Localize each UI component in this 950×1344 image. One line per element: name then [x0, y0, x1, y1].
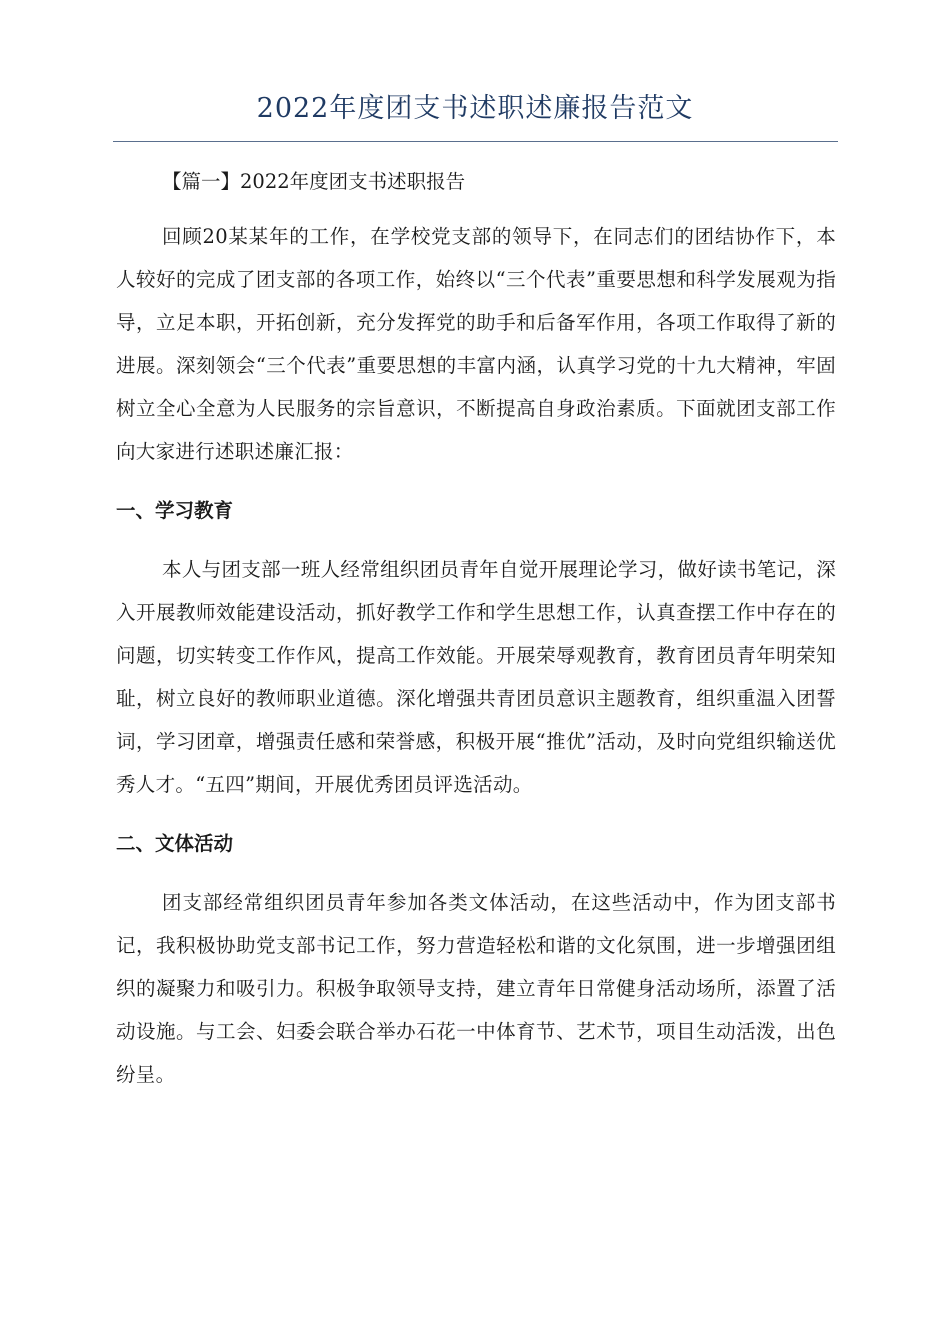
- title-divider: [113, 141, 838, 142]
- section-heading-activities: 二、文体活动: [116, 832, 234, 855]
- section-paragraph-activities: 团支部经常组织团员青年参加各类文体活动，在这些活动中，作为团支部书记，我积极协助党支部书记工作，努力营造轻松和谐的文化氛围，进一步增强团组织的凝聚力和吸引力。积极争取领导支持，建立青年日常健身活动场所，添置了活动设施。与工会、妇委会联合举办石花一中体育节、艺术节，项目生动活泼，出色纷呈。: [116, 891, 836, 1086]
- document-body: [116, 160, 836, 1112]
- article-subheading: 【篇一】2022年度团支书述职报告: [162, 170, 466, 193]
- intro-paragraph: 回顾20某某年的工作，在学校党支部的领导下，在同志们的团结协作下，本人较好的完成了团支部的各项工作，始终以“三个代表”重要思想和科学发展观为指导，立足本职，开拓创新，充分发挥党的助手和后备军作用，各项工作取得了新的进展。深刻领会“三个代表”重要思想的丰富内涵，认真学习党的十九大精神，牢固树立全心全意为人民服务的宗旨意识，不断提高自身政治素质。下面就团支部工作向大家进行述职述廉汇报：: [116, 225, 836, 463]
- document-title: 2022年度团支书述职述廉报告范文: [256, 93, 694, 124]
- section-paragraph-study: 本人与团支部一班人经常组织团员青年自觉开展理论学习，做好读书笔记，深入开展教师效能建设活动，抓好教学工作和学生思想工作，认真查摆工作中存在的问题，切实转变工作作风，提高工作效能。开展荣辱观教育，教育团员青年明荣知耻，树立良好的教师职业道德。深化增强共青团员意识主题教育，组织重温入团誓词，学习团章，增强责任感和荣誉感，积极开展“推优”活动，及时向党组织输送优秀人才。“五四”期间，开展优秀团员评选活动。: [116, 558, 836, 796]
- section-heading-study: 一、学习教育: [116, 499, 234, 522]
